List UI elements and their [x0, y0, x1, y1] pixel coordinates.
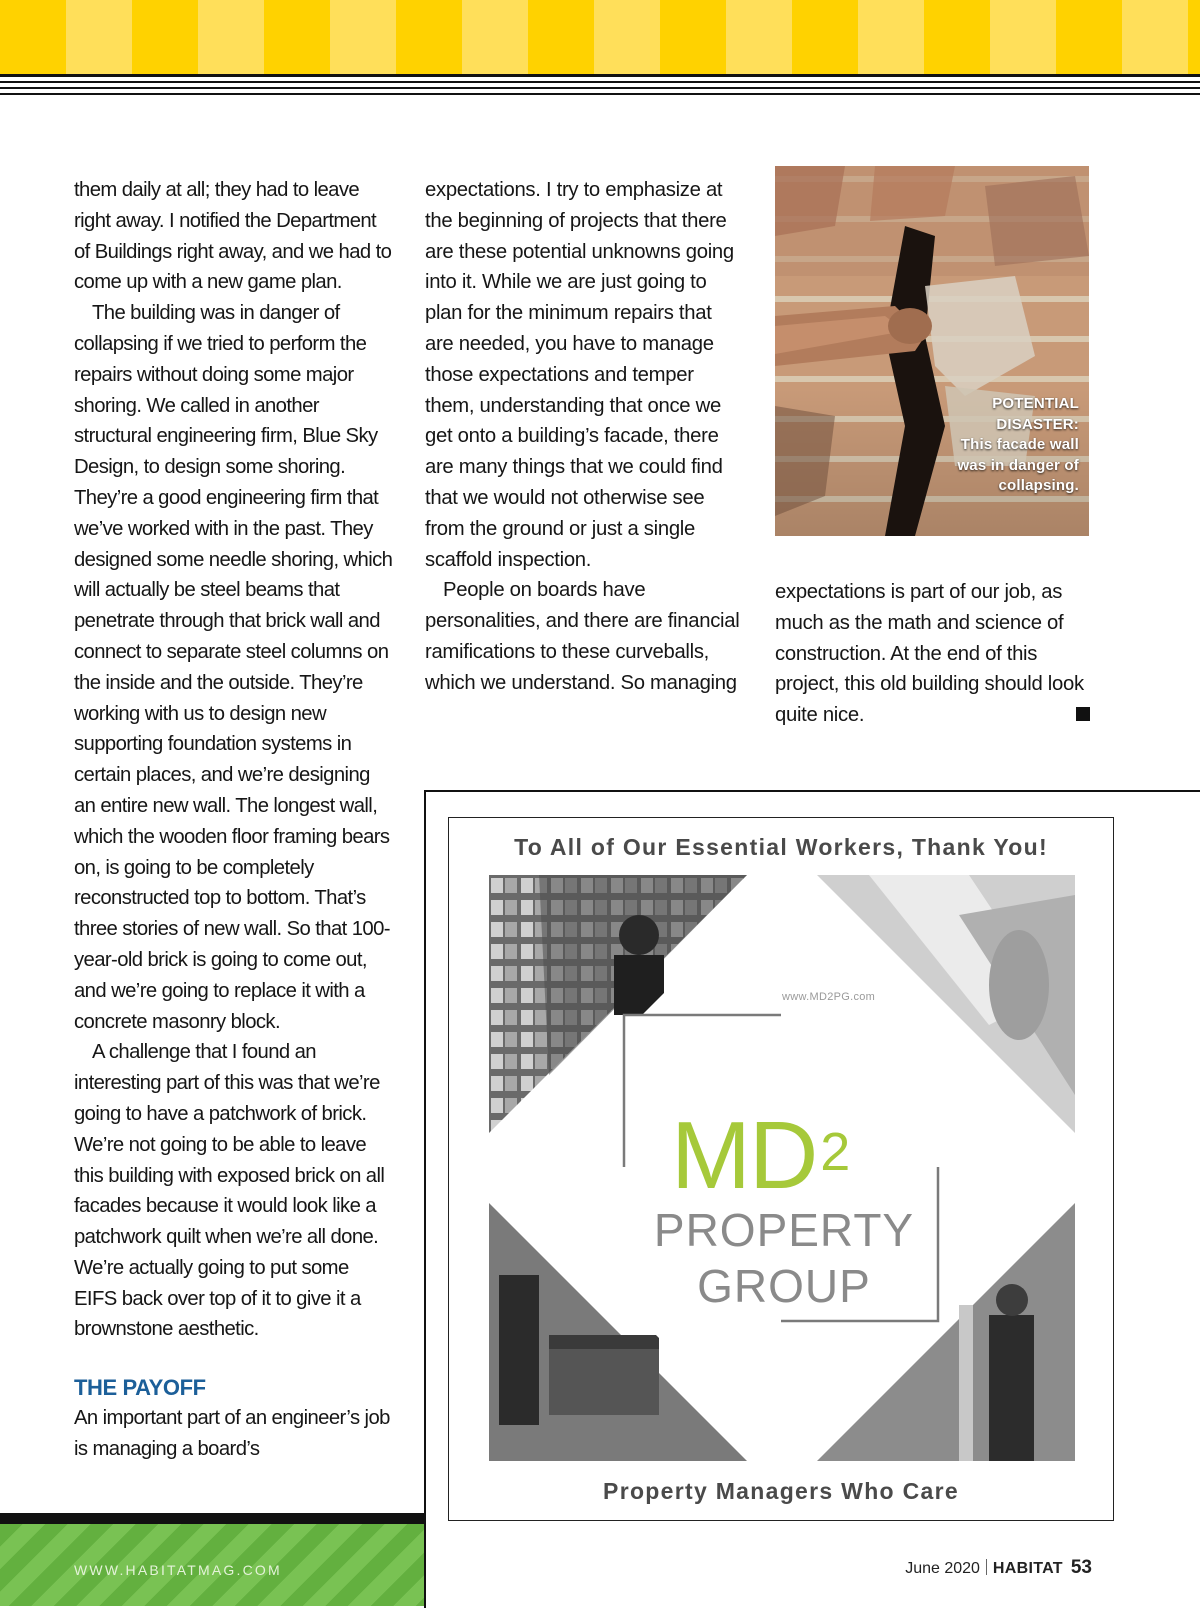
ad-website-url: www.MD2PG.com [782, 991, 876, 1003]
md2-logo-mark [671, 1102, 849, 1209]
section-heading: THE PAYOFF [74, 1375, 206, 1401]
ad-tagline: Property Managers Who Care [603, 1478, 959, 1504]
logo-line-group: GROUP [697, 1260, 871, 1312]
paragraph: them daily at all; they had to leave right away. I notified the Department of Buildings right away, and we had to come up with a new game plan. [74, 179, 392, 294]
page-folio [905, 1557, 1092, 1579]
issue-date: June 2020 [905, 1560, 980, 1577]
logo-line-property: PROPERTY [653, 1204, 915, 1256]
facade-photo [775, 166, 1089, 536]
photo-caption-head: POTENTIAL DISASTER: [992, 395, 1079, 433]
folio-divider [986, 1559, 987, 1575]
photo-caption-body: This facade wall was in danger of collapsing. [957, 436, 1079, 494]
ad-artwork [489, 875, 1075, 1461]
paragraph: An important part of an engineer’s job is managing a board’s [74, 1407, 390, 1461]
paragraph: expectations is part of our job, as much as the math and science of construction. At the end of this project, this old building should look quite nice. [775, 581, 1084, 727]
logo-md-text: MD [671, 1102, 817, 1209]
page-number: 53 [1070, 1557, 1092, 1578]
paragraph: The building was in danger of collapsing if we tried to perform the repairs without doing some major shoring. We called in another structural engineering firm, Blue Sky Design, to design some shoring. They’re a good engineering firm that we’ve worked with in the past. They designed some needle shoring, which will actually be steel beams that penetrate through that brick wall and connect to separate steel columns on the inside and the outside. They’re working with us to design new supporting foundation systems in certain places, and we’re designing an entire new wall. The longest wall, which the wooden floor framing bears on, is going to be completely reconstructed top to bottom. That’s three stories of new wall. So that 100-year-old brick is going to come out, and we’re going to replace it with a concrete masonry block. [74, 302, 393, 1033]
article-column-1 [74, 175, 394, 1465]
paragraph: expectations. I try to emphasize at the beginning of projects that there are these potential unknowns going into it. While we are just going to plan for the minimum repairs that are needed, you have to manage those expectations and temper them, understanding that once we get onto a building’s facade, there are many things that we could find that we would not otherwise see from the ground or just a single scaffold inspection. [425, 179, 734, 571]
footer-website[interactable]: WWW.HABITATMAG.COM [74, 1562, 282, 1578]
paragraph: People on boards have personalities, and there are financial ramifications to these curveballs, which we understand. So managing [425, 579, 740, 694]
magazine-name: HABITAT [992, 1560, 1063, 1577]
end-of-article-mark [1076, 707, 1090, 721]
logo-superscript: 2 [820, 1122, 849, 1182]
ad-headline: To All of Our Essential Workers, Thank You! [514, 834, 1048, 860]
header-rule-lines [0, 74, 1200, 98]
photo-caption [929, 394, 1079, 497]
article-column-2 [425, 175, 745, 699]
article-column-3 [775, 577, 1100, 731]
paragraph: A challenge that I found an interesting part of this was that we’re going to have a patchwork of brick. We’re not going to be able to leave this building with exposed brick on all facades because it would look like a patchwork quilt when we’re all done. We’re actually going to put some EIFS back over top of it to give it a brownstone aesthetic. [74, 1041, 385, 1341]
footer-black-bar [0, 1513, 424, 1524]
header-stripe-band [0, 0, 1200, 74]
md2-advertisement[interactable] [448, 817, 1114, 1521]
